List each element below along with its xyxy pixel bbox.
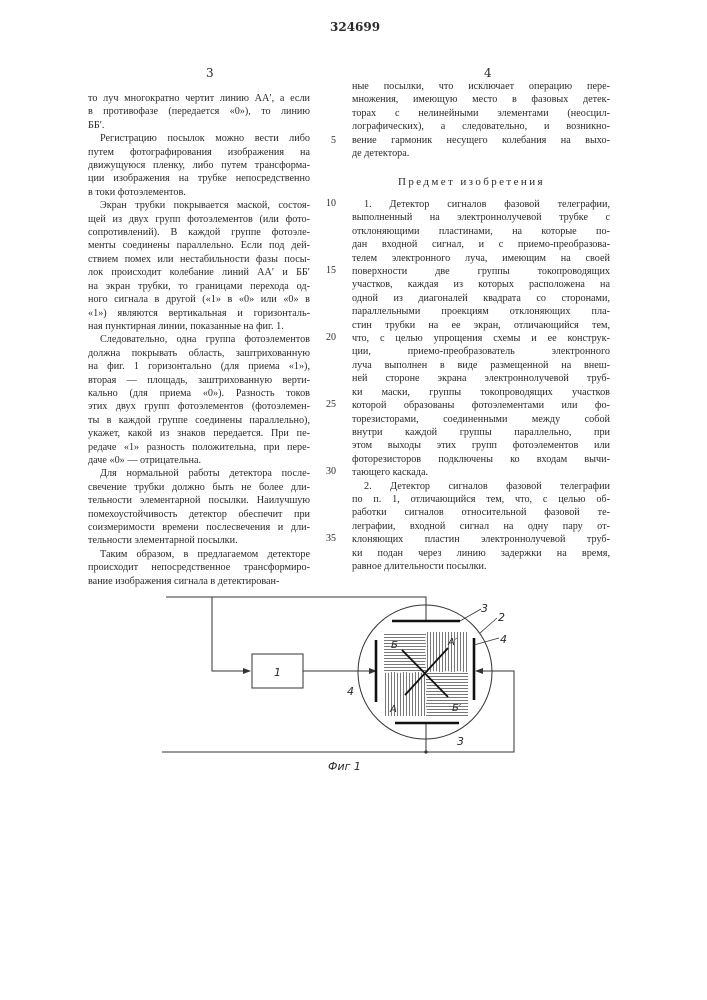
text-line: соизмеримости времени послесвечения и дли- (88, 521, 310, 534)
text-line: клоняющих пластин электроннолучевой труб- (352, 533, 610, 546)
text-line: ные посылки, что исключает операцию пере- (352, 80, 610, 93)
text-line: внутри каждой группы параллельно, при (352, 426, 610, 439)
text-line: помехоустойчивость детектор обеспечит при (88, 508, 310, 521)
text-line: этих двух групп фотоэлементов (фотоэлемен- (88, 400, 310, 413)
patent-number: 324699 (330, 20, 380, 34)
text-line: лографических), а следовательно, и возникно- (352, 120, 610, 133)
text-line: Экран трубки покрывается маской, состоя- (88, 199, 310, 212)
text-line: поверхности две группы токопроводящих (352, 265, 610, 278)
line-number: 25 (318, 399, 336, 410)
text-line: выполненный на электроннолучевой трубке с (352, 211, 610, 224)
text-line: ней стороне экрана электроннолучевой труб- (352, 372, 610, 385)
page-number-left: 3 (206, 66, 214, 80)
text-line: по п. 1, отличающийся тем, что, с целью об- (352, 493, 610, 506)
label-a-prime: А′ (447, 637, 458, 648)
text-line: даче «0» — отрицательна. (88, 454, 310, 467)
text-line: свечение трубки должно быть не более дли- (88, 481, 310, 494)
text-line: Следовательно, одна группа фотоэлементов (88, 333, 310, 346)
text-line: Регистрацию посылок можно вести либо (88, 132, 310, 145)
line-number: 35 (318, 533, 336, 544)
leader-line (480, 618, 497, 633)
text-line: лок происходит колебание линий АА′ и ББ′ (88, 266, 310, 279)
text-line: вение гармоник несущего колебания на выхо- (352, 134, 610, 147)
text-line: кально (для приема «0»). Разность токов (88, 387, 310, 400)
text-line: сопротивлений). В каждой группе фотоэле- (88, 226, 310, 239)
text-line: должна покрывать область, заштрихованную (88, 347, 310, 360)
text-line: ки маски, группы токопроводящих участков (352, 386, 610, 399)
text-line: в противофазе (передается «0»), то линию (88, 105, 310, 118)
text-line: движущуюся пленку, либо путем трансформа- (88, 159, 310, 172)
text-line: леграфии, входной сигнал на одну пару от- (352, 520, 610, 533)
wire-to-block (212, 597, 250, 671)
text-line: вание изображения сигнала в детектирован- (88, 575, 310, 588)
text-line: 2. Детектор сигналов фазовой телеграфии (352, 480, 610, 493)
line-number: 10 (318, 198, 336, 209)
label-block: 1 (274, 666, 281, 679)
text-line: торах с нелинейными элементами (неосцил- (352, 107, 610, 120)
text-line: участков, каждая из которых расположена на (352, 278, 610, 291)
text-line: ствием помех или нестабильности фазы посы- (88, 253, 310, 266)
text-line: фоторезисторов подключены ко входам вычи- (352, 453, 610, 466)
label-plate-top: 3 (481, 602, 488, 615)
label-plate-bottom: 3 (457, 735, 464, 748)
line-number: 20 (318, 332, 336, 343)
text-line: тельности элементарной посылки. Наилучшую (88, 494, 310, 507)
text-line: телем электронного луча, имеющим на своей (352, 252, 610, 265)
text-line: тельности элементарной посылки. (88, 534, 310, 547)
junction-dot (424, 750, 427, 753)
text-line: 1. Детектор сигналов фазовой телеграфии, (352, 198, 610, 211)
text-line: на экран трубки, то границами перехода од- (88, 280, 310, 293)
line-number: 15 (318, 265, 336, 276)
text-line: ты в каждой группе соединены параллельно), (88, 414, 310, 427)
text-line: этом выходы этих групп фотоэлементов или (352, 439, 610, 452)
text-line: отклоняющими пластинами, на которые по- (352, 225, 610, 238)
text-line: то луч многократно чертит линию АА′, а если (88, 92, 310, 105)
text-line: де детектора. (352, 147, 610, 160)
page-number-right: 4 (484, 66, 492, 80)
text-line: ного сигнала в другой («1» в «0» или «0» в (88, 293, 310, 306)
label-plate-right: 4 (500, 633, 507, 646)
figure-1-diagram (0, 0, 707, 1000)
label-tube: 2 (498, 611, 505, 624)
text-line: редаче «1» разность положительна, при пере- (88, 441, 310, 454)
text-line: дан входной сигнал, и с приемо-преобразова- (352, 238, 610, 251)
text-line: вторая — площадь, заштрихованную верти- (88, 374, 310, 387)
label-b-prime: Б′ (452, 703, 462, 714)
text-line: стин трубки на ее экран, отличающийся тем, (352, 319, 610, 332)
text-line: множения, имеющую место в фазовых детек- (352, 93, 610, 106)
text-line: ББ′. (88, 119, 310, 132)
text-line: торезисторами, соединенными между собой (352, 413, 610, 426)
text-line: тающего каскада. (352, 466, 610, 479)
text-line: ции, приемо-преобразователь электронного (352, 345, 610, 358)
text-line: щей из двух групп фотоэлементов (или фото- (88, 213, 310, 226)
text-line: луча выполнен в виде размещенной на внеш- (352, 359, 610, 372)
text-line: параллельными проекциям отклоняющих пла- (352, 305, 610, 318)
text-line: равное длительности посылки. (352, 560, 610, 573)
claims-title: Предмет изобретения (398, 176, 545, 188)
text-line: происходит непосредственное трансформиро- (88, 561, 310, 574)
text-line: «1») являются вертикальная и горизонталь- (88, 307, 310, 320)
text-line: что, с целью упрощения схемы и ее конструк- (352, 332, 610, 345)
figure-caption: Фиг 1 (328, 760, 361, 773)
hatch-horizontal-bottom-right (426, 672, 468, 716)
text-line: Таким образом, в предлагаемом детекторе (88, 548, 310, 561)
text-line: ки подан через линию задержки на время, (352, 547, 610, 560)
label-plate-left: 4 (347, 685, 354, 698)
leader-line (474, 638, 499, 645)
text-line: Для нормальной работы детектора после- (88, 467, 310, 480)
text-line: ная пунктирная линии, показанные на фиг. 1. (88, 320, 310, 333)
text-line: путем фотографирования изображения на (88, 146, 310, 159)
text-line: укажет, какой из знаков передается. При пе- (88, 427, 310, 440)
text-line: в токи фотоэлементов. (88, 186, 310, 199)
line-number: 30 (318, 466, 336, 477)
line-number: 5 (318, 135, 336, 146)
text-line: которой образованы фотоэлементами или фо- (352, 399, 610, 412)
label-a: А (389, 704, 397, 715)
text-line: ции изображения на трубке непосредственно (88, 172, 310, 185)
text-line: менты соединены параллельно. Если под дей- (88, 239, 310, 252)
leader-line (460, 609, 481, 621)
label-b: Б (391, 640, 398, 651)
text-line: на фиг. 1 горизонтально (для приема «1»), (88, 360, 310, 373)
text-line: одной из диагоналей квадрата со сторонами, (352, 292, 610, 305)
text-line: работки сигналов относительной фазовой те- (352, 506, 610, 519)
